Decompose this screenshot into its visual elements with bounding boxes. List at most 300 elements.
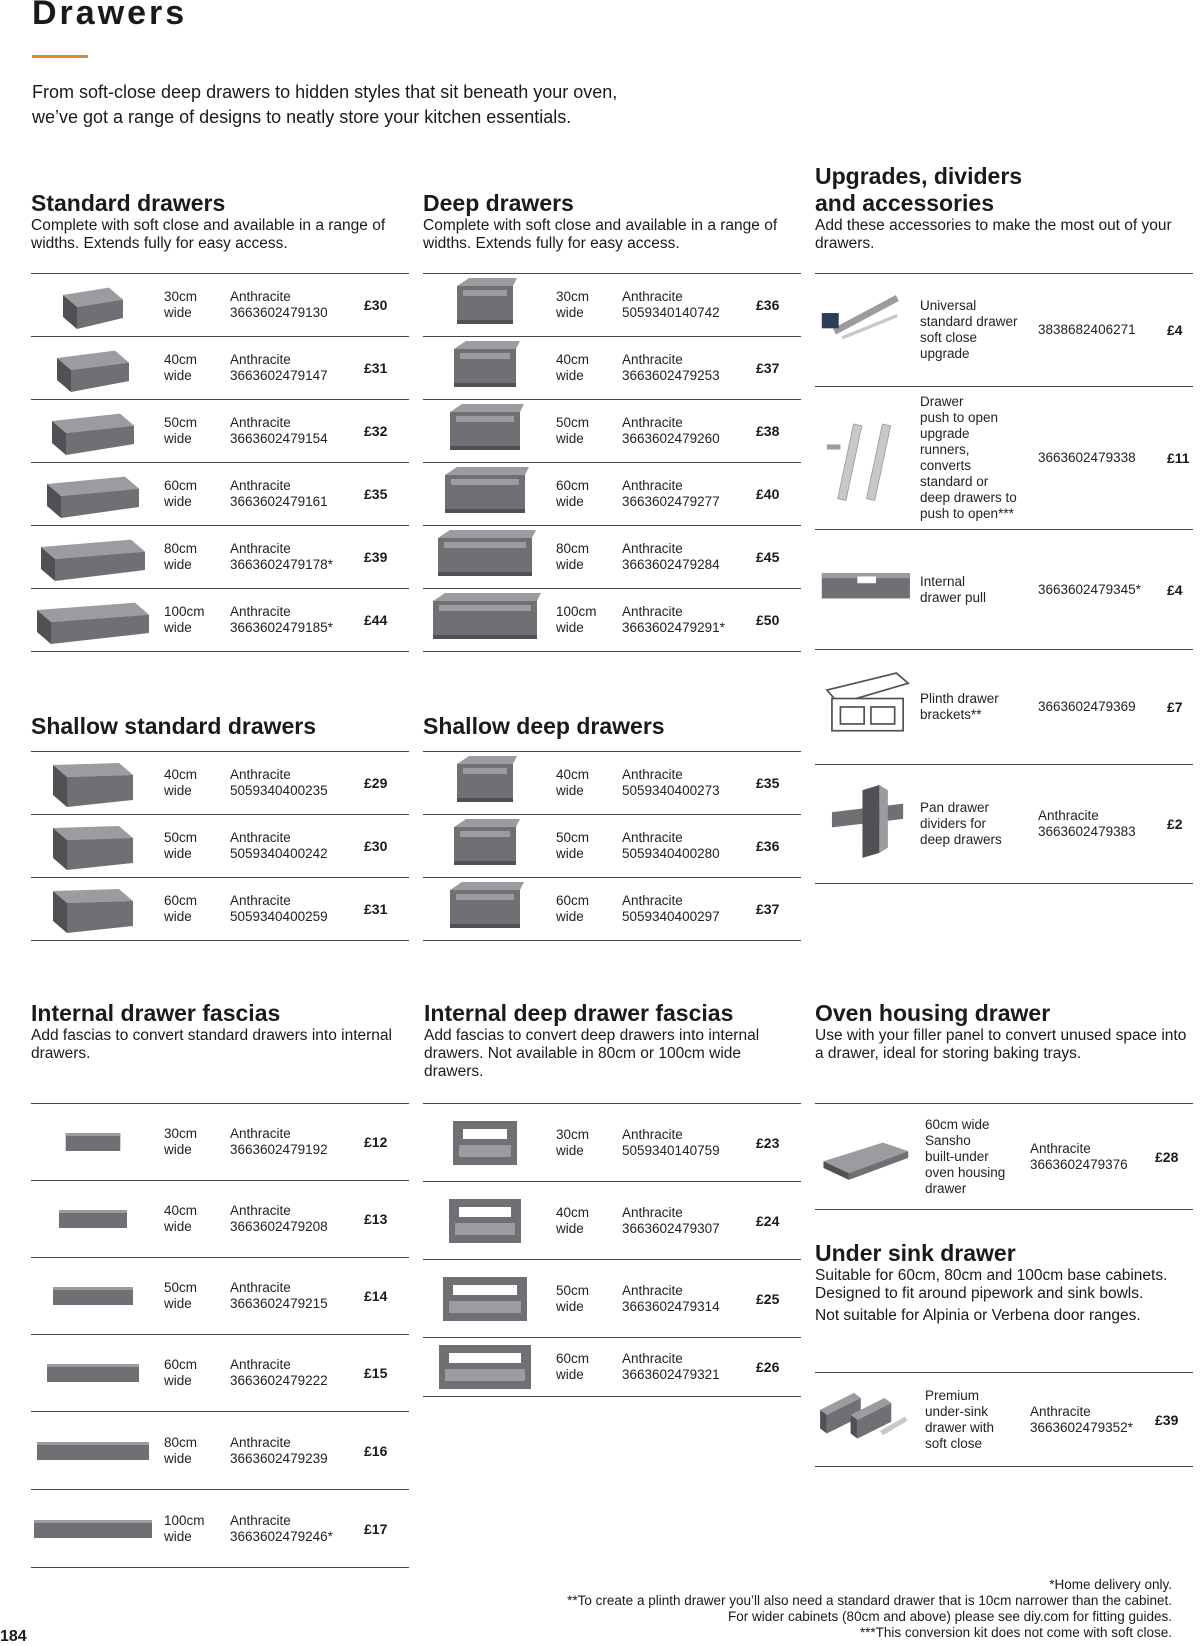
- product-size: [556, 352, 589, 384]
- deep-fascia-product-image: [424, 1271, 546, 1327]
- product-thumbnail: [31, 878, 155, 940]
- description-line: converts: [920, 458, 972, 473]
- product-thumbnail: [423, 1182, 547, 1259]
- fascia-product-image: [32, 1199, 154, 1239]
- description-line: Plinth drawer: [920, 691, 999, 706]
- size-value: 80cm: [164, 1434, 198, 1450]
- product-description: [920, 394, 1017, 522]
- product-details: [230, 767, 328, 799]
- description-line: built-under: [925, 1148, 989, 1164]
- product-row: [815, 1373, 1193, 1467]
- product-details: [622, 289, 720, 321]
- product-row: [31, 274, 409, 337]
- product-description: [925, 1117, 1005, 1197]
- product-details: [622, 1127, 720, 1159]
- size-value: 50cm: [164, 415, 198, 430]
- product-thumbnail: [815, 1373, 915, 1466]
- product-row: [31, 1490, 409, 1568]
- product-details: [622, 604, 725, 636]
- product-thumbnail: [423, 274, 547, 336]
- accessory-product-image: [815, 540, 915, 640]
- size-unit: wide: [556, 620, 584, 635]
- size-value: 50cm: [556, 1282, 590, 1298]
- description-line: soft close: [925, 1435, 983, 1451]
- section-title-line-1: Upgrades, dividers: [815, 163, 1023, 189]
- product-colour: Anthracite: [1030, 1140, 1091, 1156]
- product-code: 5059340400259: [230, 909, 328, 924]
- product-colour: Anthracite: [1030, 1403, 1091, 1419]
- product-code: 3663602479277: [622, 494, 720, 509]
- product-thumbnail: [31, 1104, 155, 1180]
- description-line: Sansho: [925, 1132, 971, 1148]
- shallow-deep-section: [423, 713, 803, 740]
- size-value: 40cm: [556, 1204, 590, 1220]
- product-price: £16: [364, 1442, 388, 1459]
- size-unit: wide: [164, 557, 192, 572]
- product-thumbnail: [815, 530, 915, 649]
- section-description: Add fascias to convert standard drawers into internal drawers.: [31, 1027, 392, 1062]
- footnotes: [567, 1577, 1172, 1641]
- description-line: drawer with: [925, 1419, 995, 1435]
- product-row: [31, 1181, 409, 1258]
- undersink-table: [815, 1372, 1193, 1467]
- product-thumbnail: [31, 337, 155, 399]
- product-code: 3663602479178*: [230, 557, 333, 572]
- product-thumbnail: [423, 337, 547, 399]
- product-colour: Anthracite: [230, 352, 291, 367]
- product-code: 3663602479369: [1038, 699, 1136, 714]
- description-line: deep drawers to: [920, 490, 1017, 505]
- product-row: [815, 274, 1193, 387]
- size-unit: wide: [556, 494, 584, 509]
- product-code: 3663602479246*: [230, 1528, 333, 1544]
- product-colour: Anthracite: [622, 830, 683, 845]
- product-thumbnail: [815, 765, 915, 883]
- product-row: [815, 1104, 1193, 1210]
- section-description: Suitable for 60cm, 80cm and 100cm base cabinets. Designed to fit around pipework and sink bowls.: [815, 1267, 1168, 1302]
- size-unit: wide: [164, 846, 192, 861]
- product-colour: Anthracite: [230, 1280, 291, 1295]
- deep-drawer-product-image: [425, 528, 545, 586]
- product-code: 3663602479314: [622, 1298, 720, 1314]
- product-thumbnail: [31, 1181, 155, 1257]
- size-unit: wide: [164, 783, 192, 798]
- product-size: [164, 1203, 197, 1235]
- product-size: [164, 830, 197, 862]
- product-price: £28: [1155, 1148, 1179, 1165]
- product-details: [622, 1283, 720, 1315]
- product-colour: Anthracite: [622, 541, 683, 556]
- page-number: 184: [0, 1628, 27, 1645]
- description-line: oven housing: [925, 1164, 1006, 1180]
- product-thumbnail: [31, 526, 155, 588]
- fascias-section: [31, 1000, 411, 1063]
- product-price: £23: [756, 1134, 780, 1151]
- section-title: [815, 163, 1195, 217]
- deep-drawers-section: [423, 190, 803, 253]
- size-value: 40cm: [164, 352, 198, 367]
- size-unit: wide: [164, 1528, 192, 1544]
- product-details: [1038, 808, 1136, 840]
- size-value: 50cm: [164, 830, 198, 845]
- standard-drawers-section: [31, 190, 411, 253]
- product-description: [920, 800, 1002, 848]
- product-details: [1030, 1141, 1128, 1173]
- product-colour: Anthracite: [230, 1434, 291, 1450]
- product-size: [164, 541, 197, 573]
- deep-drawer-product-image: [425, 339, 545, 397]
- product-colour: Anthracite: [622, 352, 683, 367]
- product-thumbnail: [31, 1412, 155, 1489]
- size-value: 50cm: [164, 1280, 198, 1295]
- product-price: £7: [1167, 699, 1183, 715]
- product-row: [423, 463, 801, 526]
- size-value: 40cm: [556, 767, 590, 782]
- product-thumbnail: [31, 463, 155, 525]
- deep-fascias-section: [424, 1000, 804, 1081]
- size-value: 60cm: [556, 478, 590, 493]
- product-details: [622, 541, 720, 573]
- product-price: £35: [756, 775, 780, 791]
- product-price: £15: [364, 1365, 388, 1381]
- accessory-product-image: [815, 774, 915, 874]
- description-line: push to open***: [920, 506, 1014, 521]
- product-details: [230, 415, 328, 447]
- description-line: dividers for: [920, 816, 987, 831]
- size-value: 40cm: [164, 767, 198, 782]
- size-unit: wide: [164, 1296, 192, 1311]
- product-colour: Anthracite: [230, 893, 291, 908]
- deep-drawer-product-image: [425, 591, 545, 649]
- size-unit: wide: [556, 431, 584, 446]
- section-description: Complete with soft close and available in a range of widths. Extends fully for easy access.: [31, 217, 386, 252]
- product-code: 5059340400235: [230, 783, 328, 798]
- shallow-deep-table: [423, 751, 801, 941]
- product-thumbnail: [423, 589, 547, 651]
- footnote-home-delivery: *Home delivery only.: [1049, 1577, 1172, 1592]
- product-colour: Anthracite: [230, 1512, 291, 1528]
- product-size: [556, 415, 589, 447]
- product-price: £37: [756, 360, 780, 376]
- product-code: 3663602479192: [230, 1142, 328, 1157]
- size-unit: wide: [556, 305, 584, 320]
- deep-drawer-product-image: [425, 880, 545, 938]
- product-colour: Anthracite: [230, 1126, 291, 1141]
- product-thumbnail: [423, 878, 547, 940]
- size-unit: wide: [164, 368, 192, 383]
- product-code: 3838682406271: [1038, 322, 1136, 337]
- product-row: [423, 1104, 801, 1182]
- standard-drawers-table: [31, 273, 409, 652]
- product-price: £31: [364, 360, 388, 376]
- product-colour: Anthracite: [622, 289, 683, 304]
- size-unit: wide: [164, 1219, 192, 1234]
- description-line: deep drawers: [920, 832, 1002, 847]
- product-code: 3663602479253: [622, 368, 720, 383]
- accessory-product-image: [815, 280, 915, 380]
- product-description: [925, 1388, 994, 1452]
- product-size: [556, 767, 589, 799]
- size-value: 60cm: [164, 478, 198, 493]
- product-row: [31, 589, 409, 652]
- product-code: 3663602479260: [622, 431, 720, 446]
- product-row: [31, 752, 409, 815]
- size-value: 60cm: [164, 1357, 198, 1372]
- section-description: Add fascias to convert deep drawers into internal drawers. Not available in 80cm or 100cm wide drawers.: [424, 1027, 760, 1080]
- product-size: [556, 478, 589, 510]
- oven-drawer-section: [815, 1000, 1199, 1063]
- undersink-product-image: [815, 1380, 915, 1460]
- section-title: Deep drawers: [423, 190, 574, 216]
- product-thumbnail: [423, 1338, 547, 1396]
- product-thumbnail: [815, 274, 915, 386]
- product-price: £45: [756, 549, 780, 565]
- product-size: [164, 1357, 197, 1389]
- product-code: 5059340140742: [622, 305, 720, 320]
- product-price: £30: [364, 838, 388, 854]
- title-accent-rule: [32, 55, 88, 58]
- product-price: £36: [756, 297, 780, 313]
- product-details: [230, 1513, 333, 1545]
- deep-drawer-product-image: [425, 754, 545, 812]
- oven-drawer-table: [815, 1103, 1193, 1210]
- product-code: 3663602479161: [230, 494, 328, 509]
- deep-drawer-product-image: [425, 402, 545, 460]
- product-colour: Anthracite: [230, 289, 291, 304]
- product-colour: Anthracite: [622, 767, 683, 782]
- product-thumbnail: [31, 1490, 155, 1567]
- deep-drawer-product-image: [425, 817, 545, 875]
- product-row: [31, 337, 409, 400]
- product-row: [31, 400, 409, 463]
- size-unit: wide: [164, 494, 192, 509]
- product-price: £14: [364, 1288, 388, 1304]
- product-size: [556, 893, 589, 925]
- section-description: Add these accessories to make the most out of your drawers.: [815, 217, 1172, 252]
- product-size: [164, 352, 197, 384]
- fascia-product-image: [32, 1276, 154, 1316]
- size-value: 30cm: [164, 289, 198, 304]
- product-colour: Anthracite: [230, 541, 291, 556]
- size-unit: wide: [556, 846, 584, 861]
- section-title: Standard drawers: [31, 190, 226, 216]
- product-row: [31, 1104, 409, 1181]
- product-colour: Anthracite: [230, 604, 291, 619]
- product-row: [423, 752, 801, 815]
- product-row: [423, 1182, 801, 1260]
- product-price: £37: [756, 901, 780, 917]
- product-details: [230, 1435, 328, 1467]
- drawer-product-image: [33, 340, 153, 396]
- product-price: £36: [756, 838, 780, 854]
- product-colour: Anthracite: [622, 1351, 683, 1366]
- size-unit: wide: [164, 620, 192, 635]
- product-price: £26: [756, 1359, 780, 1375]
- description-line: Universal: [920, 298, 977, 313]
- deep-fascias-table: [423, 1103, 801, 1397]
- product-thumbnail: [815, 650, 915, 764]
- drawer-product-image: [33, 881, 153, 937]
- product-code: 3663602479291*: [622, 620, 725, 635]
- product-details: [622, 415, 720, 447]
- description-line: standard drawer: [920, 314, 1018, 329]
- size-unit: wide: [556, 1220, 584, 1236]
- drawer-product-image: [33, 529, 153, 585]
- deep-fascia-product-image: [424, 1115, 546, 1171]
- product-row: [423, 1338, 801, 1397]
- product-details: [1038, 582, 1141, 598]
- product-colour: Anthracite: [230, 1203, 291, 1218]
- product-row: [815, 387, 1193, 530]
- product-code: 3663602479208: [230, 1219, 328, 1234]
- section-title-line-2: and accessories: [815, 190, 995, 216]
- product-colour: Anthracite: [230, 767, 291, 782]
- product-details: [230, 478, 328, 510]
- product-code: 3663602479284: [622, 557, 720, 572]
- size-unit: wide: [556, 1142, 584, 1158]
- product-price: £25: [756, 1290, 780, 1307]
- product-row: [31, 463, 409, 526]
- product-size: [164, 415, 197, 447]
- deep-fascia-product-image: [424, 1193, 546, 1249]
- size-unit: wide: [556, 1298, 584, 1314]
- section-description: Use with your filler panel to convert unused space into a drawer, ideal for storing baking trays.: [815, 1027, 1187, 1062]
- product-price: £13: [364, 1211, 388, 1227]
- product-colour: Anthracite: [622, 893, 683, 908]
- product-details: [230, 830, 328, 862]
- size-unit: wide: [556, 909, 584, 924]
- product-size: [556, 1351, 589, 1383]
- size-unit: wide: [556, 368, 584, 383]
- product-price: £39: [1155, 1411, 1179, 1428]
- product-details: [230, 893, 328, 925]
- product-details: [230, 289, 328, 321]
- size-unit: wide: [164, 909, 192, 924]
- product-details: [622, 767, 720, 799]
- product-details: [230, 352, 328, 384]
- product-size: [164, 1126, 197, 1158]
- product-size: [556, 1205, 589, 1237]
- product-row: [815, 530, 1193, 650]
- product-code: 3663602479239: [230, 1450, 328, 1466]
- product-price: £12: [364, 1134, 388, 1150]
- section-title: Under sink drawer: [815, 1240, 1016, 1266]
- size-unit: wide: [164, 1450, 192, 1466]
- oven-tray-product-image: [815, 1122, 915, 1192]
- drawer-product-image: [33, 755, 153, 811]
- product-colour: Anthracite: [230, 830, 291, 845]
- product-details: [230, 604, 333, 636]
- description-line: 60cm wide: [925, 1116, 990, 1132]
- product-row: [815, 650, 1193, 765]
- product-colour: Anthracite: [622, 1282, 683, 1298]
- description-line: drawer: [925, 1180, 967, 1196]
- product-colour: Anthracite: [622, 1126, 683, 1142]
- size-value: 80cm: [556, 541, 590, 556]
- fascia-product-image: [32, 1353, 154, 1393]
- product-details: [622, 478, 720, 510]
- drawer-product-image: [33, 818, 153, 874]
- size-value: 100cm: [164, 604, 205, 619]
- product-price: £17: [364, 1520, 388, 1537]
- shallow-standard-section: [31, 713, 411, 740]
- size-unit: wide: [556, 1367, 584, 1382]
- product-price: £31: [364, 901, 388, 917]
- description-line: upgrade: [920, 346, 970, 361]
- section-title: Oven housing drawer: [815, 1000, 1051, 1026]
- product-row: [31, 1258, 409, 1335]
- product-description: [920, 691, 999, 723]
- product-details: [622, 893, 720, 925]
- product-thumbnail: [815, 1104, 915, 1209]
- product-row: [31, 1412, 409, 1490]
- product-details: [230, 1280, 328, 1312]
- product-details: [1038, 322, 1136, 338]
- product-row: [423, 1260, 801, 1338]
- product-code: 5059340400273: [622, 783, 720, 798]
- product-size: [556, 830, 589, 862]
- product-code: 3663602479215: [230, 1296, 328, 1311]
- product-size: [556, 604, 597, 636]
- undersink-section: [815, 1240, 1199, 1325]
- intro-line-2: we’ve got a range of designs to neatly store your kitchen essentials.: [32, 107, 572, 127]
- product-code: 3663602479321: [622, 1367, 720, 1382]
- size-unit: wide: [164, 1373, 192, 1388]
- product-details: [1030, 1404, 1133, 1436]
- product-size: [164, 893, 197, 925]
- drawer-product-image: [33, 277, 153, 333]
- product-size: [164, 604, 205, 636]
- product-price: £44: [364, 612, 388, 628]
- product-price: £39: [364, 549, 388, 565]
- description-line: drawer pull: [920, 589, 987, 605]
- product-price: £2: [1167, 816, 1183, 832]
- product-size: [164, 1280, 197, 1312]
- deep-drawers-table: [423, 273, 801, 652]
- size-value: 30cm: [164, 1126, 198, 1141]
- description-line: Internal: [920, 573, 966, 589]
- product-size: [556, 1283, 589, 1315]
- section-title: Internal deep drawer fascias: [424, 1000, 734, 1026]
- product-row: [423, 526, 801, 589]
- section-note: Not suitable for Alpinia or Verbena door ranges.: [815, 1307, 1141, 1324]
- description-line: Premium: [925, 1387, 980, 1403]
- product-details: [230, 1126, 328, 1158]
- size-value: 50cm: [556, 415, 590, 430]
- intro-text: [32, 80, 732, 130]
- product-code: 3663602479130: [230, 305, 328, 320]
- size-unit: wide: [556, 783, 584, 798]
- section-title: Internal drawer fascias: [31, 1000, 281, 1026]
- product-colour: Anthracite: [230, 1357, 291, 1372]
- fascia-product-image: [32, 1431, 154, 1471]
- product-row: [423, 337, 801, 400]
- product-row: [423, 589, 801, 652]
- size-unit: wide: [164, 1142, 192, 1157]
- accessory-product-image: [815, 657, 915, 757]
- size-value: 30cm: [556, 289, 590, 304]
- product-code: 3663602479147: [230, 368, 328, 383]
- product-thumbnail: [31, 1335, 155, 1411]
- product-description: [920, 574, 986, 606]
- fascia-product-image: [32, 1122, 154, 1162]
- product-description: [920, 298, 1018, 362]
- drawer-product-image: [33, 403, 153, 459]
- description-line: Pan drawer: [920, 800, 990, 815]
- intro-line-1: From soft-close deep drawers to hidden styles that sit beneath your oven,: [32, 82, 618, 102]
- product-price: £35: [364, 486, 388, 502]
- product-details: [230, 541, 333, 573]
